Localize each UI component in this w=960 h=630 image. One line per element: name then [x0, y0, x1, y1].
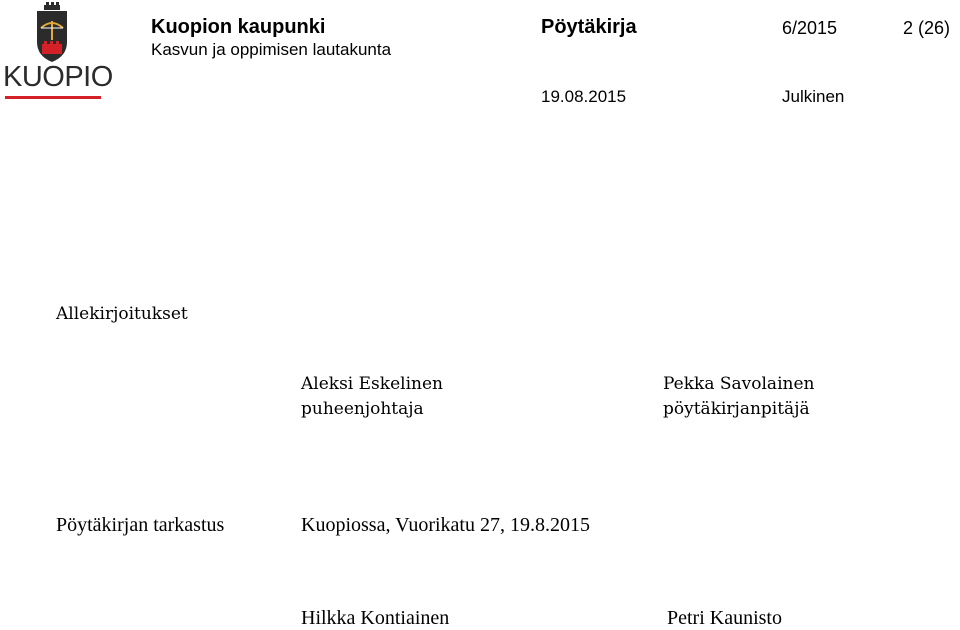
meeting-date: 19.08.2015 — [541, 87, 627, 106]
signatures-section-title: Allekirjoitukset — [56, 304, 188, 324]
signer-name: Pekka Savolainen — [663, 374, 815, 394]
reviewer-name: Hilkka Kontiainen — [301, 607, 450, 629]
reviewer-name: Petri Kaunisto — [667, 607, 782, 629]
page-number: 2 (26) — [903, 18, 951, 38]
logo-wordmark: KUOPIO — [3, 61, 113, 93]
signer-role: puheenjohtaja — [301, 399, 424, 419]
review-section-title: Pöytäkirjan tarkastus — [56, 514, 225, 536]
signer-role: pöytäkirjanpitäjä — [663, 399, 810, 419]
logo-underline — [5, 96, 101, 99]
visibility-label: Julkinen — [782, 87, 845, 106]
doc-number: 6/2015 — [782, 18, 838, 38]
review-place-date: Kuopiossa, Vuorikatu 27, 19.8.2015 — [301, 514, 590, 536]
committee-name: Kasvun ja oppimisen lautakunta — [151, 40, 392, 59]
signer-name: Aleksi Eskelinen — [301, 374, 443, 394]
org-name: Kuopion kaupunki — [151, 16, 326, 38]
doc-type: Pöytäkirja — [541, 16, 637, 38]
